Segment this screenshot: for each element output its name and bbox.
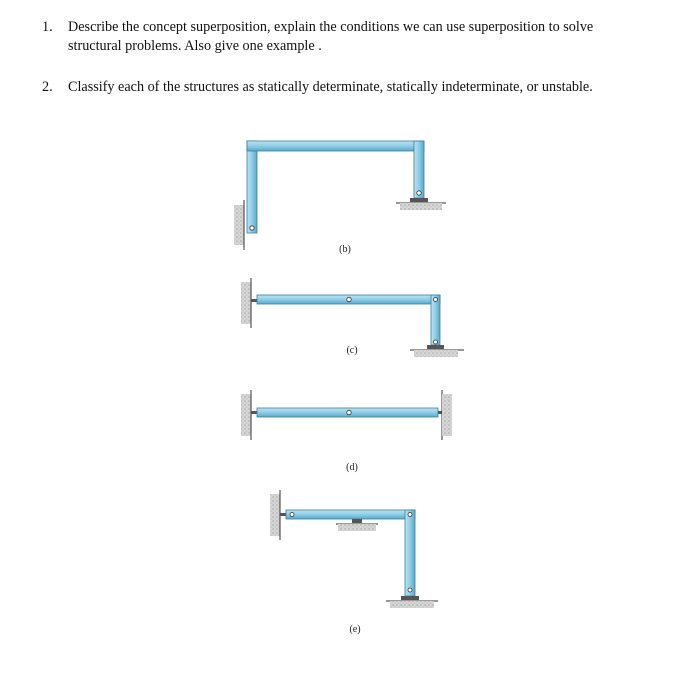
- question-1-line-2: structural problems. Also give one example .: [68, 38, 322, 54]
- question-2-line-1: Classify each of the structures as statically determinate, statically indeterminate, or unstable.: [68, 79, 593, 95]
- figure-label-e: (e): [349, 624, 361, 635]
- structure-d: [241, 390, 452, 473]
- question-2-number: 2.: [42, 79, 53, 95]
- structure-c-column: [431, 295, 440, 345]
- question-1-line-1: Describe the concept superposition, explain the conditions we can use superposition to solve: [68, 19, 594, 35]
- structure-c-pin-base: [434, 340, 438, 344]
- structure-b-pin-right: [417, 191, 421, 195]
- structure-e-ground: [390, 601, 434, 608]
- structure-c-pin-top: [434, 298, 438, 302]
- structure-e-pin-base: [408, 588, 412, 592]
- structure-c-left-wall: [241, 282, 251, 324]
- structure-d-right-wall: [442, 394, 452, 436]
- structure-b-pin-left: [250, 226, 254, 230]
- structure-b-left-column: [247, 141, 257, 233]
- structure-e-column: [405, 510, 415, 596]
- structure-e-pin-corner: [408, 513, 412, 517]
- structure-e-pin-left: [290, 513, 294, 517]
- structure-c-hinge-mid: [347, 297, 351, 301]
- structure-e-left-wall: [270, 494, 280, 536]
- structure-d-left-wall: [241, 394, 251, 436]
- structure-e: [270, 490, 438, 635]
- structure-c-ground: [414, 350, 458, 357]
- structure-b-right-column: [414, 141, 424, 198]
- structure-e-beam: [286, 510, 415, 519]
- question-1-number: 1.: [42, 19, 53, 35]
- figure-label-c: (c): [346, 345, 358, 356]
- structure-b: [234, 141, 446, 255]
- structure-d-hinge-mid: [347, 410, 351, 414]
- structure-b-left-wall: [234, 205, 244, 245]
- structure-b-top-beam: [247, 141, 424, 151]
- structure-e-roller-ground: [338, 524, 376, 531]
- figure-label-b: (b): [339, 244, 351, 255]
- structure-c: [241, 278, 464, 357]
- figure-label-d: (d): [346, 462, 358, 473]
- structure-b-ground: [400, 203, 442, 210]
